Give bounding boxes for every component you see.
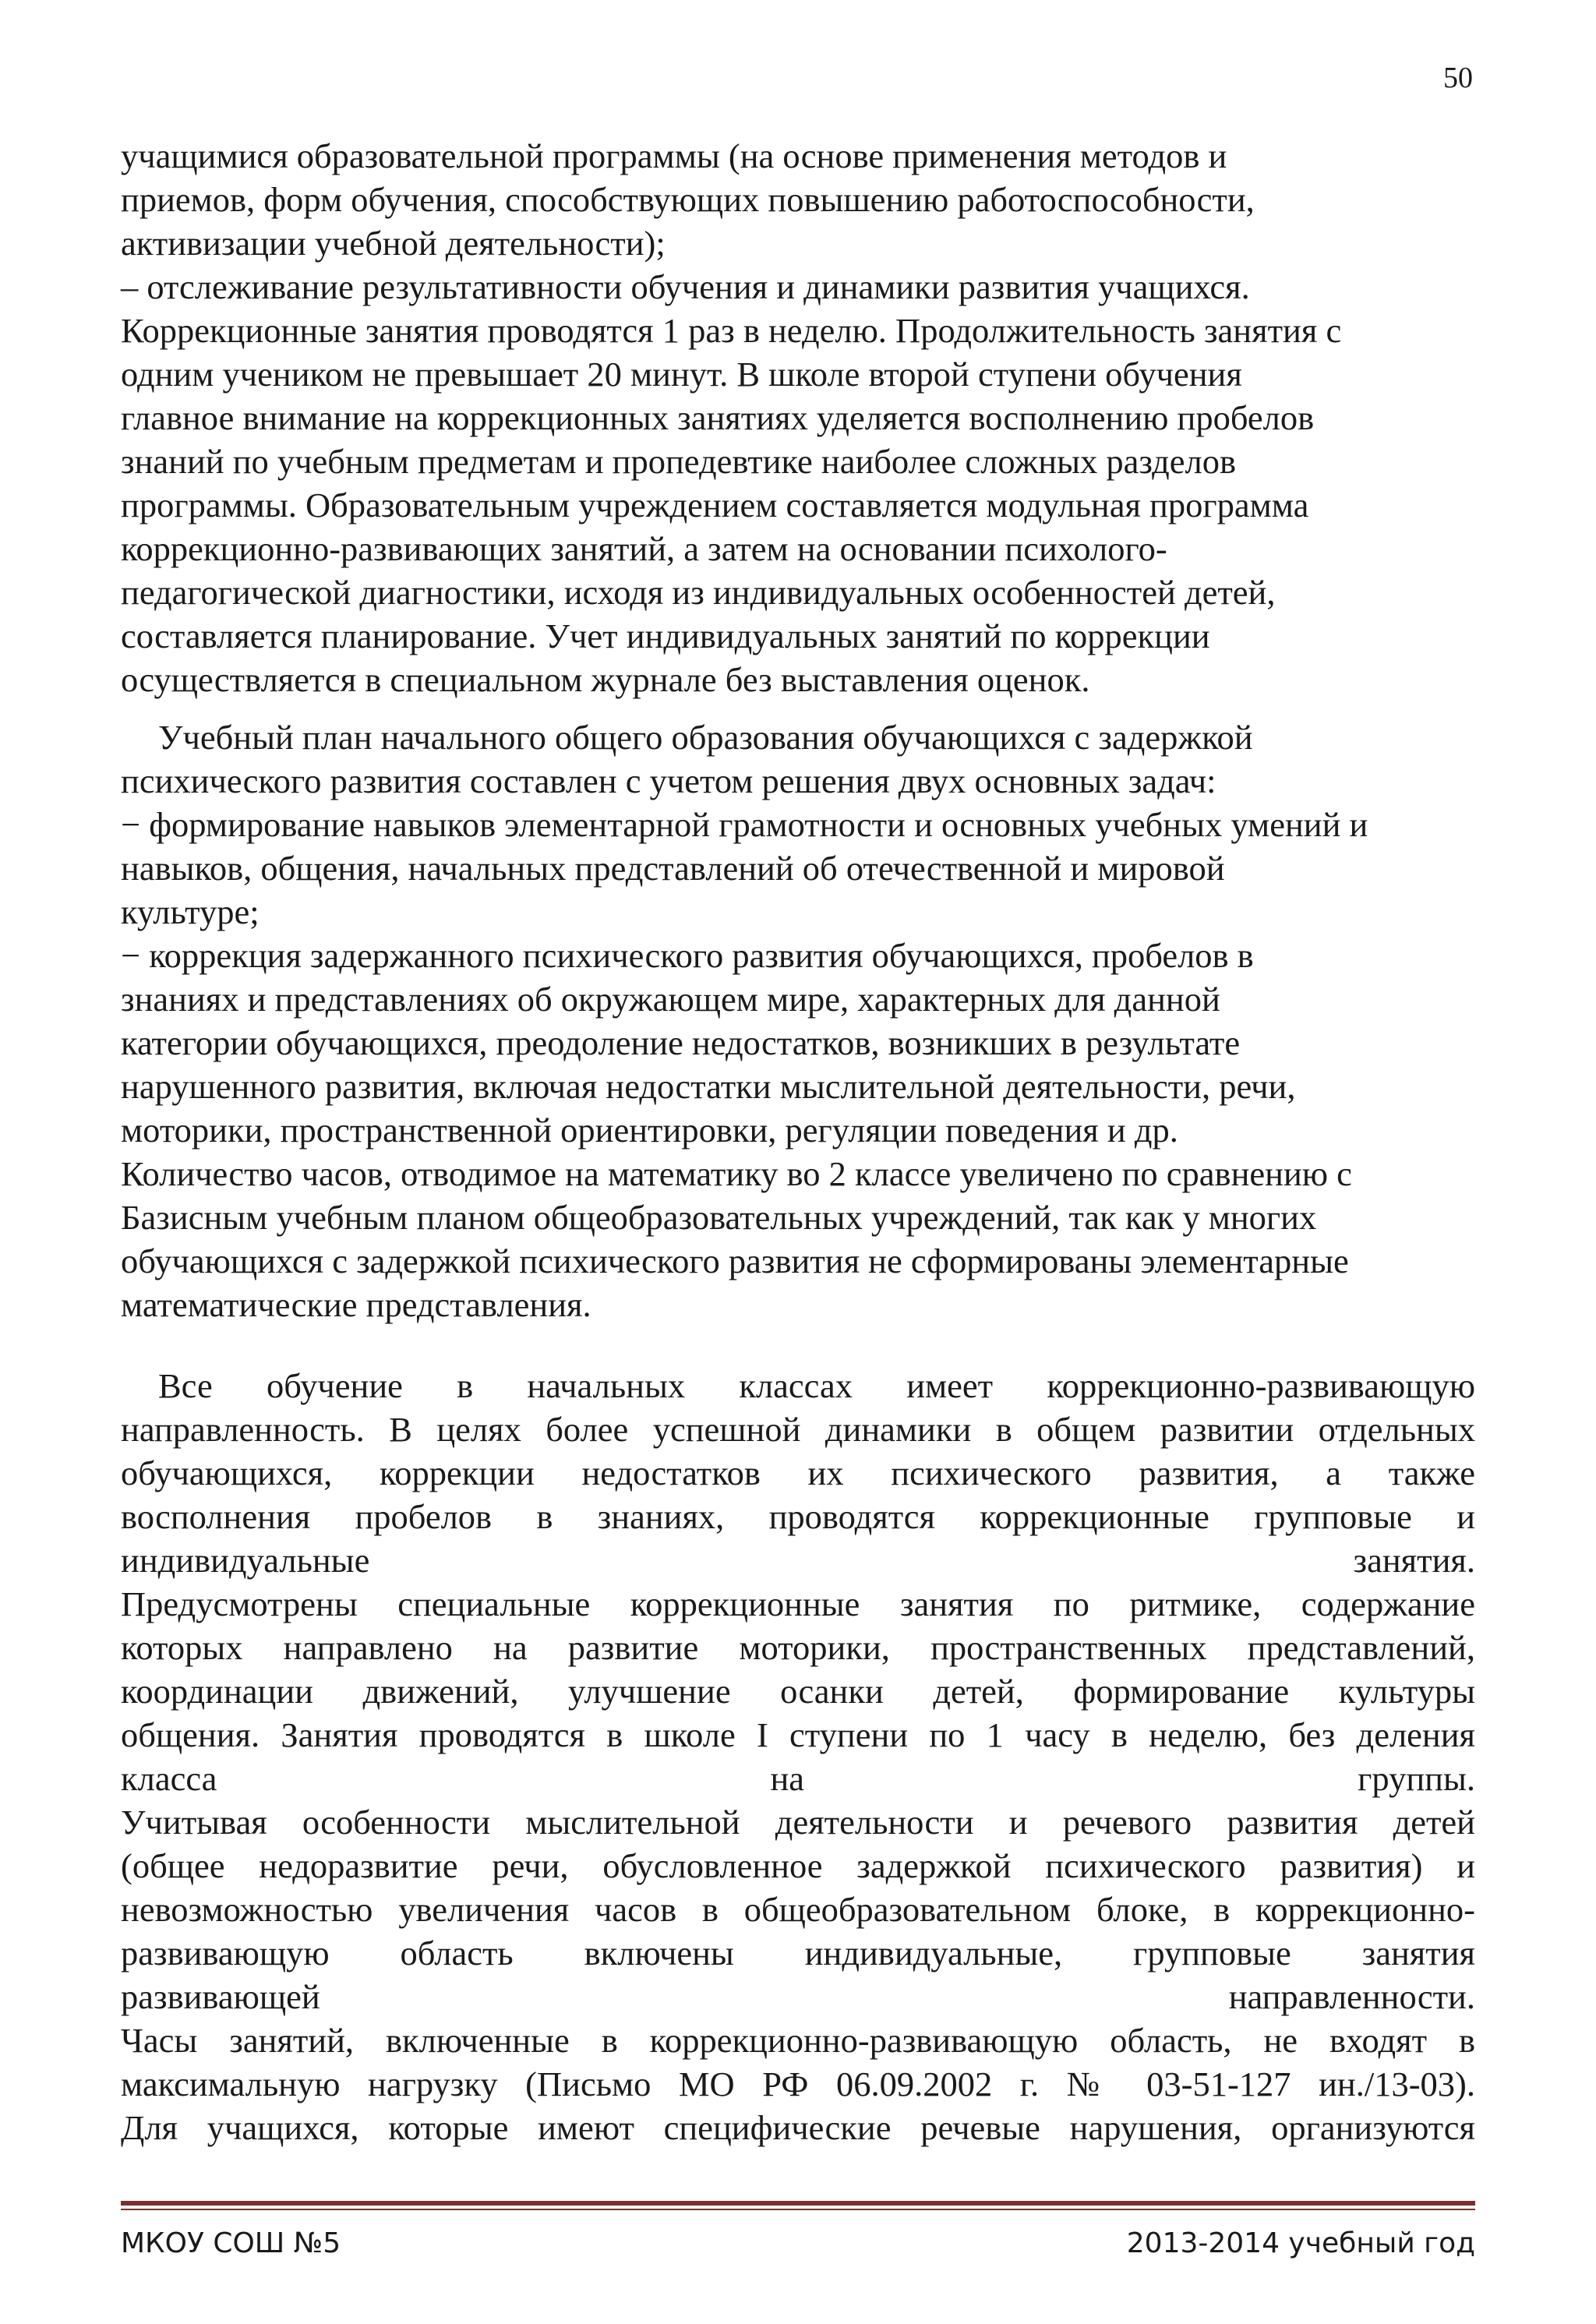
text-line: нарушенного развития, включая недостатки мыслительной деятельности, речи,: [121, 1067, 1296, 1106]
text-line: обучающихся с задержкой психического развития не сформированы элементарные: [121, 1241, 1349, 1280]
text-line: составляется планирование. Учет индивидуальных занятий по коррекции: [121, 616, 1210, 655]
text-line: Коррекционные занятия проводятся 1 раз в неделю. Продолжительность занятия с: [121, 311, 1342, 350]
text-line: − формирование навыков элементарной грамотности и основных учебных умений и: [121, 805, 1368, 844]
text-line: развивающей направленности.: [121, 1977, 1475, 2016]
text-line: психического развития составлен с учетом решения двух основных задач:: [121, 761, 1216, 800]
text-line: категории обучающихся, преодоление недостатков, возникших в результате: [121, 1023, 1241, 1062]
text-line: которых направлено на развитие моторики, пространственных представлений,: [121, 1628, 1475, 1667]
text-line: – отслеживание результативности обучения и динамики развития учащихся.: [121, 267, 1250, 306]
footer-divider: [121, 2201, 1475, 2206]
text-line: коррекционно-развивающих занятий, а затем на основании психолого-: [121, 529, 1167, 568]
text-line: Предусмотрены специальные коррекционные занятия по ритмике, содержание: [121, 1584, 1475, 1623]
text-line: класса на группы.: [121, 1759, 1475, 1798]
text-line: Учебный план начального общего образования обучающихся с задержкой: [158, 718, 1253, 757]
paragraph-correctional-development: [121, 1364, 1475, 2149]
text-line: Учитывая особенности мыслительной деятельности и речевого развития детей: [121, 1803, 1475, 1842]
text-line: Часы занятий, включенные в коррекционно-развивающую область, не входят в: [121, 2021, 1475, 2060]
text-line: Количество часов, отводимое на математику во 2 классе увеличено по сравнению с: [121, 1154, 1352, 1193]
text-line: общения. Занятия проводятся в школе I ступени по 1 часу в неделю, без деления: [121, 1715, 1475, 1754]
text-line: моторики, пространственной ориентировки, регуляции поведения и др.: [121, 1111, 1178, 1150]
text-line: культуре;: [121, 892, 260, 931]
text-line: главное внимание на коррекционных занятиях уделяется восполнению пробелов: [121, 398, 1315, 437]
text-line: (общее недоразвитие речи, обусловленное задержкой психического развития) и: [121, 1846, 1475, 1885]
text-line: математические представления.: [121, 1285, 591, 1324]
text-line: восполнения пробелов в знаниях, проводятся коррекционные групповые и: [121, 1497, 1475, 1536]
text-line: учащимися образовательной программы (на основе применения методов и: [121, 136, 1227, 175]
text-line: знаниях и представлениях об окружающем мире, характерных для данной: [121, 980, 1220, 1019]
text-line: знаний по учебным предметам и пропедевтике наиболее сложных разделов: [121, 442, 1236, 481]
footer-divider-thin: [121, 2209, 1475, 2210]
text-line: навыков, общения, начальных представлений об отечественной и мировой: [121, 849, 1225, 888]
text-line: педагогической диагностики, исходя из индивидуальных особенностей детей,: [121, 573, 1276, 612]
text-line: активизации учебной деятельности);: [121, 224, 666, 263]
text-line: максимальную нагрузку (Письмо МО РФ 06.09.2002 г. № 03-51-127 ин./13-03).: [121, 2064, 1475, 2103]
text-line: Для учащихся, которые имеют специфические речевые нарушения, организуются: [121, 2108, 1475, 2147]
page-number: 50: [1443, 62, 1473, 94]
text-line: координации движений, улучшение осанки детей, формирование культуры: [121, 1672, 1475, 1711]
footer-academic-year: 2013-2014 учебный год: [1126, 2227, 1475, 2259]
paragraph-curriculum-tasks: [121, 715, 1475, 1326]
text-line: развивающую область включены индивидуальные, групповые занятия: [121, 1934, 1475, 1973]
text-line: Базисным учебным планом общеобразовательных учреждений, так как у многих: [121, 1198, 1317, 1237]
paragraph-correction-classes: [121, 134, 1475, 701]
text-line: обучающихся, коррекции недостатков их психического развития, а также: [121, 1453, 1475, 1492]
text-line: индивидуальные занятия.: [121, 1541, 1475, 1580]
text-line: осуществляется в специальном журнале без выставления оценок.: [121, 660, 1090, 699]
text-line: − коррекция задержанного психического развития обучающихся, пробелов в: [121, 936, 1254, 975]
text-line: программы. Образовательным учреждением составляется модульная программа: [121, 486, 1309, 524]
text-line: одним учеником не превышает 20 минут. В школе второй ступени обучения: [121, 355, 1242, 394]
text-line: невозможностью увеличения часов в общеобразовательном блоке, в коррекционно-: [121, 1890, 1475, 1929]
text-line: Все обучение в начальных классах имеет коррекционно-развивающую: [158, 1366, 1475, 1405]
text-line: приемов, форм обучения, способствующих повышению работоспособности,: [121, 180, 1255, 219]
footer-school-name: МКОУ СОШ №5: [121, 2227, 341, 2259]
text-line: направленность. В целях более успешной динамики в общем развитии отдельных: [121, 1410, 1475, 1449]
